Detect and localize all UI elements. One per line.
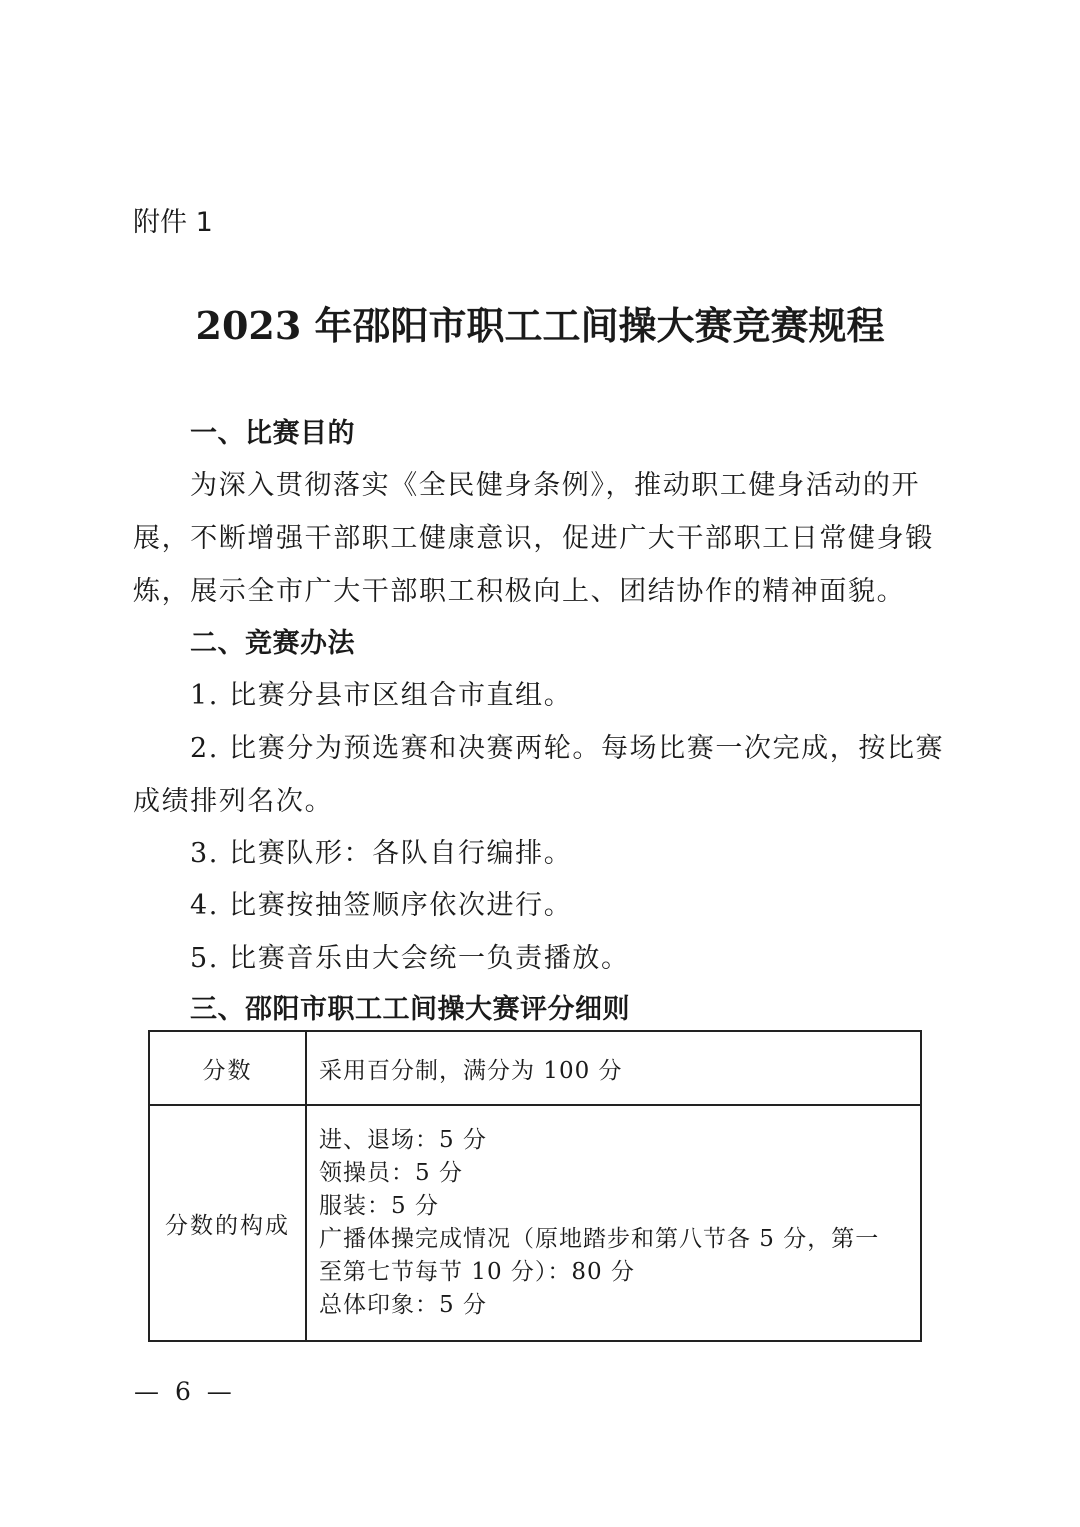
section-2-item-4: 4. 比赛按抽签顺序依次进行。 (190, 890, 573, 921)
section-2-item-3: 3. 比赛队形：各队自行编排。 (190, 838, 573, 869)
section-1-paragraph-line: 为深入贯彻落实《全民健身条例》，推动职工健身活动的开 (190, 470, 921, 501)
document-title: 2023 年邵阳市职工工间操大赛竞赛规程 (195, 303, 885, 348)
table-row (149, 1031, 921, 1105)
section-1-paragraph-line: 展，不断增强干部职工健康意识，促进广大干部职工日常健身锻 (133, 523, 934, 554)
list-item: 进、退场：5 分 (319, 1127, 487, 1153)
section-2-heading: 二、竞赛办法 (190, 628, 355, 659)
list-item: 领操员：5 分 (319, 1160, 463, 1186)
section-1-paragraph-line: 炼，展示全市广大干部职工积极向上、团结协作的精神面貌。 (133, 576, 906, 607)
scoring-table (148, 1030, 922, 1342)
section-2-item-1: 1. 比赛分县市区组合市直组。 (190, 680, 573, 711)
table-cell-value (306, 1105, 921, 1341)
section-2-item-2: 2. 比赛分为预选赛和决赛两轮。每场比赛一次完成，按比赛 (190, 733, 945, 764)
section-2-item-2-continued: 成绩排列名次。 (133, 786, 334, 817)
table-cell-label: 分数 (149, 1031, 306, 1105)
attachment-label: 附件 1 (133, 207, 213, 238)
table-cell-value: 采用百分制，满分为 100 分 (306, 1031, 921, 1105)
table-row (149, 1105, 921, 1341)
list-item: 总体印象：5 分 (319, 1292, 487, 1318)
score-composition-list (319, 1124, 920, 1322)
page-number: — 6 — (134, 1377, 236, 1406)
section-1-heading: 一、比赛目的 (190, 418, 355, 449)
section-2-item-5: 5. 比赛音乐由大会统一负责播放。 (190, 943, 630, 974)
table-cell-label: 分数的构成 (149, 1105, 306, 1341)
list-item: 服装：5 分 (319, 1193, 439, 1219)
list-item: 至第七节每节 10 分）：80 分 (319, 1259, 635, 1285)
list-item: 广播体操完成情况（原地踏步和第八节各 5 分，第一 (319, 1226, 880, 1252)
section-3-heading: 三、邵阳市职工工间操大赛评分细则 (190, 994, 630, 1025)
